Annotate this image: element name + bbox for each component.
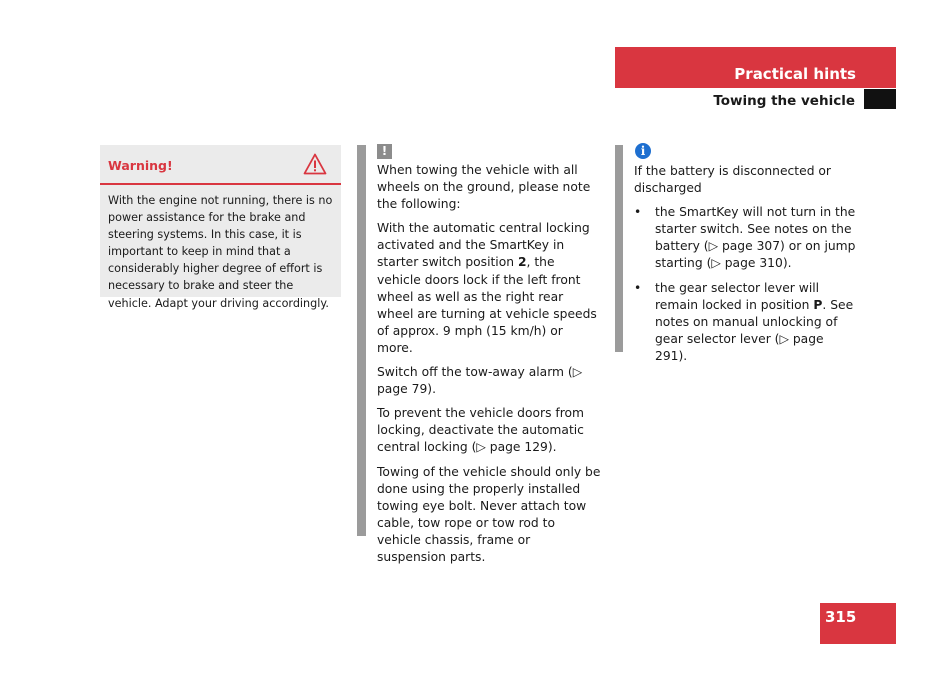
exclamation-icon: !: [377, 144, 392, 159]
info-intro: If the battery is disconnected or discharged: [634, 164, 831, 196]
info-side-bar: [615, 145, 623, 352]
info-icon: i: [635, 143, 651, 159]
warning-box: [100, 145, 341, 310]
notice-paragraph-3: Switch off the tow-away alarm (▷ page 79).: [377, 365, 583, 397]
page-number: 315: [825, 608, 857, 626]
bullet-icon: •: [634, 205, 642, 220]
list-item: • the gear selector lever will remain locked in position P. See notes on manual unlocking of gear selector lever (▷ page 291).: [634, 280, 854, 363]
section-header-bar: [615, 47, 896, 88]
notice-paragraph-2: With the automatic central locking activated and the SmartKey in starter switch position 2, the vehicle doors lock if the left front wheel as well as the right rear wheel are turning at vehicle speeds of approx. 9 mph (15 km/h) or more.: [377, 221, 597, 355]
notice-paragraph-1: When towing the vehicle with all wheels on the ground, please note the following:: [377, 163, 591, 212]
notice-paragraph-5: Towing of the vehicle should only be done using the properly installed towing eye bolt. Never attach tow cable, tow rope or tow rod to vehicle chassis, frame or suspension parts.: [377, 464, 601, 564]
notice-side-bar: [357, 145, 366, 536]
info-list: [634, 204, 859, 365]
info-column: [634, 163, 859, 372]
list-item: • the SmartKey will not turn in the starter switch. See notes on the battery (▷ page 307) or on jump starting (▷ page 310).: [634, 205, 856, 271]
warning-text: With the engine not running, there is no power assistance for the brake and steering systems. In this case, it is important to keep in mind that a considerably higher degree of effort is necessary to brake and steer the vehicle. Adapt your driving accordingly.: [108, 194, 333, 310]
thumb-index-marker: [864, 89, 896, 109]
section-title: Practical hints: [734, 65, 856, 83]
notice-paragraph-4: To prevent the vehicle doors from locking, deactivate the automatic central locking (▷ page 129).: [377, 406, 585, 455]
warning-triangle-icon: [303, 153, 327, 175]
notice-column: [377, 162, 602, 573]
page-subtitle: Towing the vehicle: [713, 93, 855, 109]
bullet-icon: •: [634, 280, 642, 295]
warning-header: [100, 145, 341, 185]
page-number-box: [820, 603, 896, 644]
warning-title: Warning!: [108, 158, 173, 173]
